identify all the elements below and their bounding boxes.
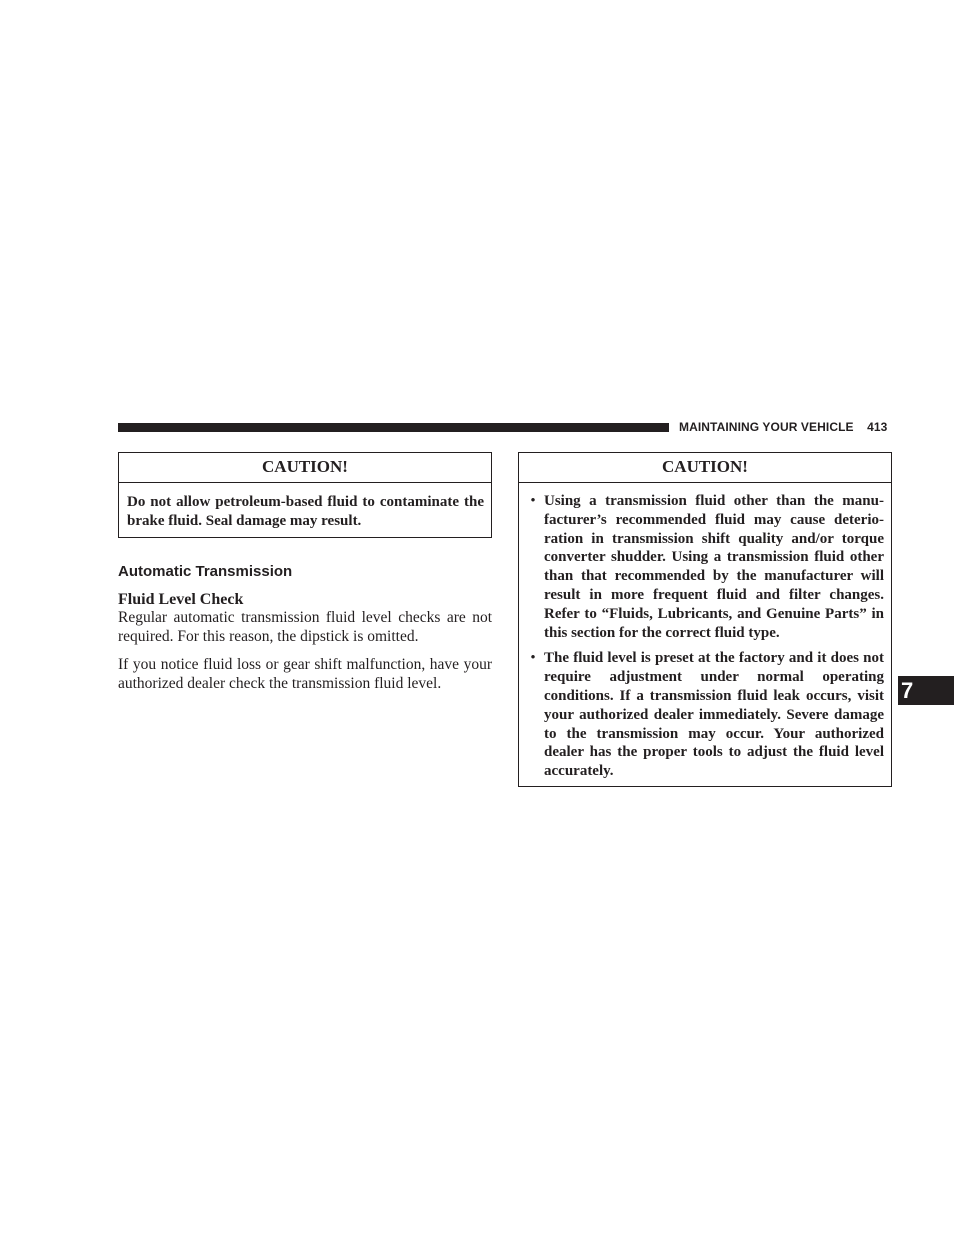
caution-text: Do not allow petroleum-based fluid to contaminate the brake fluid. Seal damage may result. (127, 494, 484, 529)
caution-box-transmission-fluid (518, 452, 892, 787)
caution-bullet-list (519, 483, 891, 781)
caution-title: CAUTION! (119, 453, 491, 483)
caution-bullet-item (527, 492, 884, 642)
section-heading: Automatic Transmission (118, 563, 293, 580)
chapter-tab: 7 (898, 676, 954, 705)
caution-title: CAUTION! (519, 453, 891, 483)
bullet-icon: • (530, 650, 536, 667)
subsection-heading: Fluid Level Check (118, 591, 244, 608)
page-number: 413 (867, 420, 888, 434)
header-rule (118, 423, 669, 432)
body-paragraph: Regular automatic transmission fluid level checks are not required. For this reason, the dipstick is omitted. (118, 609, 492, 645)
caution-bullet-text: Using a transmission fluid other than the manufacturer’s recommended fluid may cause deterioration in transmission shift quality and/or torque converter shudder. Using a transmission fluid other than that recommended by the manufacturer will result in more frequent fluid and filter changes. Refer to “Fluids, Lubricants, and Genuine Parts” in this section for the correct fluid type. (544, 493, 884, 641)
running-header (679, 420, 887, 436)
body-paragraph: If you notice fluid loss or gear shift malfunction, have your authorized dealer check the transmission fluid level. (118, 656, 492, 692)
header-section-title: MAINTAINING YOUR VEHICLE (679, 420, 854, 434)
bullet-icon: • (530, 493, 536, 509)
caution-box-brake-fluid (118, 452, 492, 538)
caution-bullet-text: The fluid level is preset at the factory and it does not require adjustment under normal operating conditions. If a transmission fluid leak occurs, visit your authorized dealer immediately. Severe damage to the transmission may occur. Your authorized dealer has the proper tools to adjust the fluid level accurately. (544, 650, 884, 780)
caution-bullet-item (527, 649, 884, 781)
